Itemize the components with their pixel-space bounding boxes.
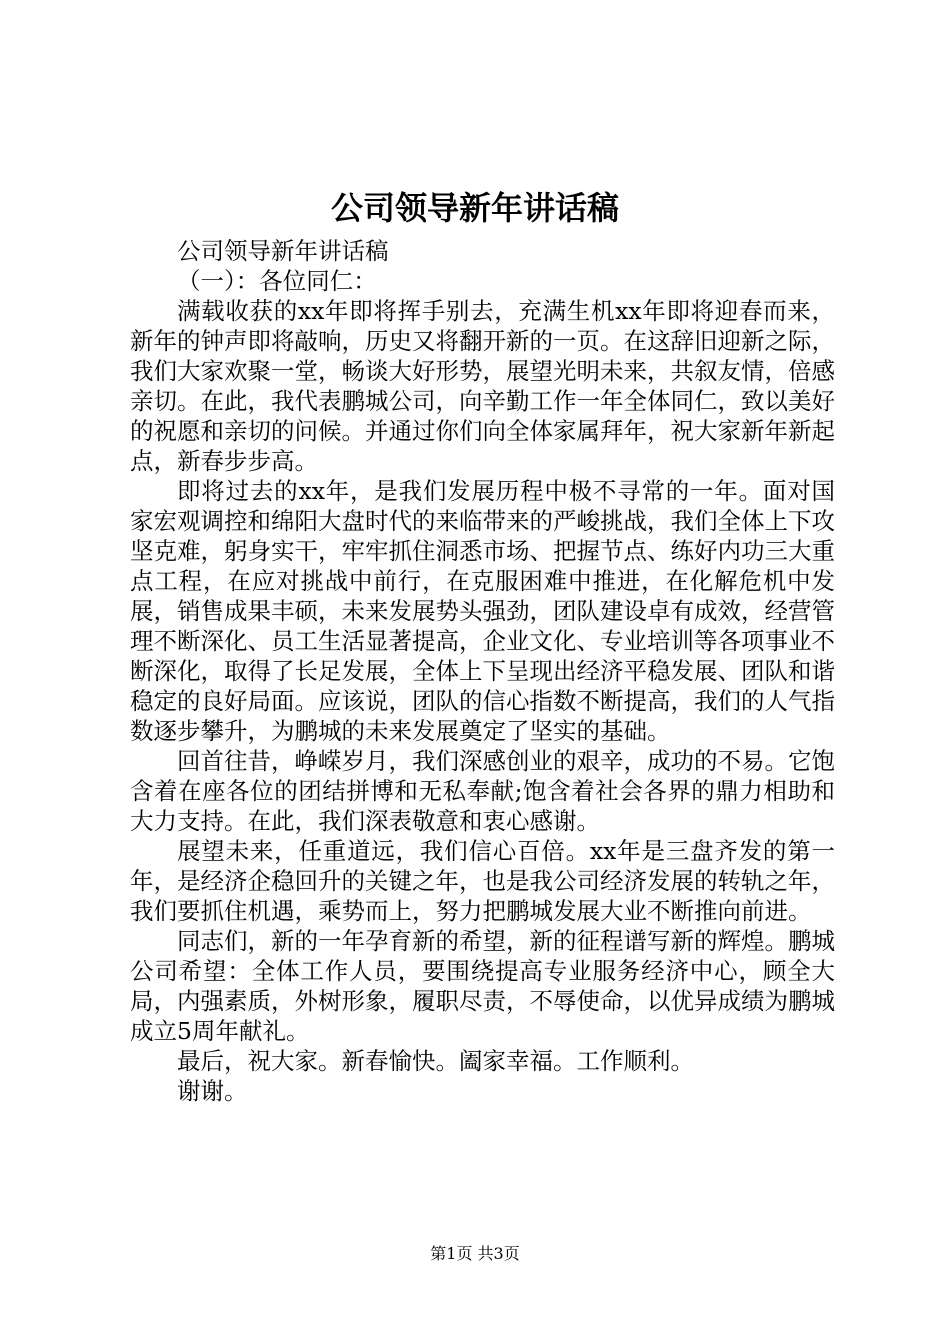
document-body [130,236,835,1106]
page-footer: 第1页 共3页 [430,1244,520,1263]
paragraph-outlook: 展望未来，任重道远，我们信心百倍。xx年是三盘齐发的第一年，是经济企稳回升的关键之年，也是我公司经济发展的转轨之年，我们要抓住机遇，乘势而上，努力把鹏城发展大业不断推向前进。 [130,837,835,925]
paragraph-subtitle: 公司领导新年讲话稿 [177,237,389,265]
paragraph-gratitude: 回首往昔，峥嵘岁月，我们深感创业的艰辛，成功的不易。它饱含着在座各位的团结拼博和无私奉献;饱含着社会各界的鼎力相助和大力支持。在此，我们深表敬意和衷心感谢。 [130,747,835,835]
paragraph-thanks: 谢谢。 [177,1077,248,1105]
paragraph-opening: 满载收获的xx年即将挥手别去，充满生机xx年即将迎春而来，新年的钟声即将敲响，历史又将翻开新的一页。在这辞旧迎新之际，我们大家欢聚一堂，畅谈大好形势，展望光明未来，共叙友情，倍感亲切。在此，我代表鹏城公司，向辛勤工作一年全体同仁，致以美好的祝愿和亲切的问候。并通过你们向全体家属拜年，祝大家新年新起点，新春步步高。 [130,297,835,475]
paragraph-hope: 同志们，新的一年孕育新的希望，新的征程谱写新的辉煌。鹏城公司希望：全体工作人员，要围绕提高专业服务经济中心，顾全大局，内强素质，外树形象，履职尽责，不辱使命，以优异成绩为鹏城成立5周年献礼。 [130,927,835,1045]
paragraph-wishes: 最后，祝大家。新春愉快。阖家幸福。工作顺利。 [177,1047,694,1075]
paragraph-review: 即将过去的xx年，是我们发展历程中极不寻常的一年。面对国家宏观调控和绵阳大盘时代的来临带来的严峻挑战，我们全体上下攻坚克难，躬身实干，牢牢抓住洞悉市场、把握节点、练好内功三大重点工程，在应对挑战中前行，在克服困难中推进，在化解危机中发展，销售成果丰硕，未来发展势头强劲，团队建设卓有成效，经营管理不断深化、员工生活显著提高，企业文化、专业培训等各项事业不断深化，取得了长足发展，全体上下呈现出经济平稳发展、团队和谐稳定的良好局面。应该说，团队的信心指数不断提高，我们的人气指数逐步攀升，为鹏城的未来发展奠定了坚实的基础。 [130,477,835,745]
paragraph-salutation: （一）：各位同仁： [177,267,377,295]
document-title: 公司领导新年讲话稿 [330,189,619,227]
